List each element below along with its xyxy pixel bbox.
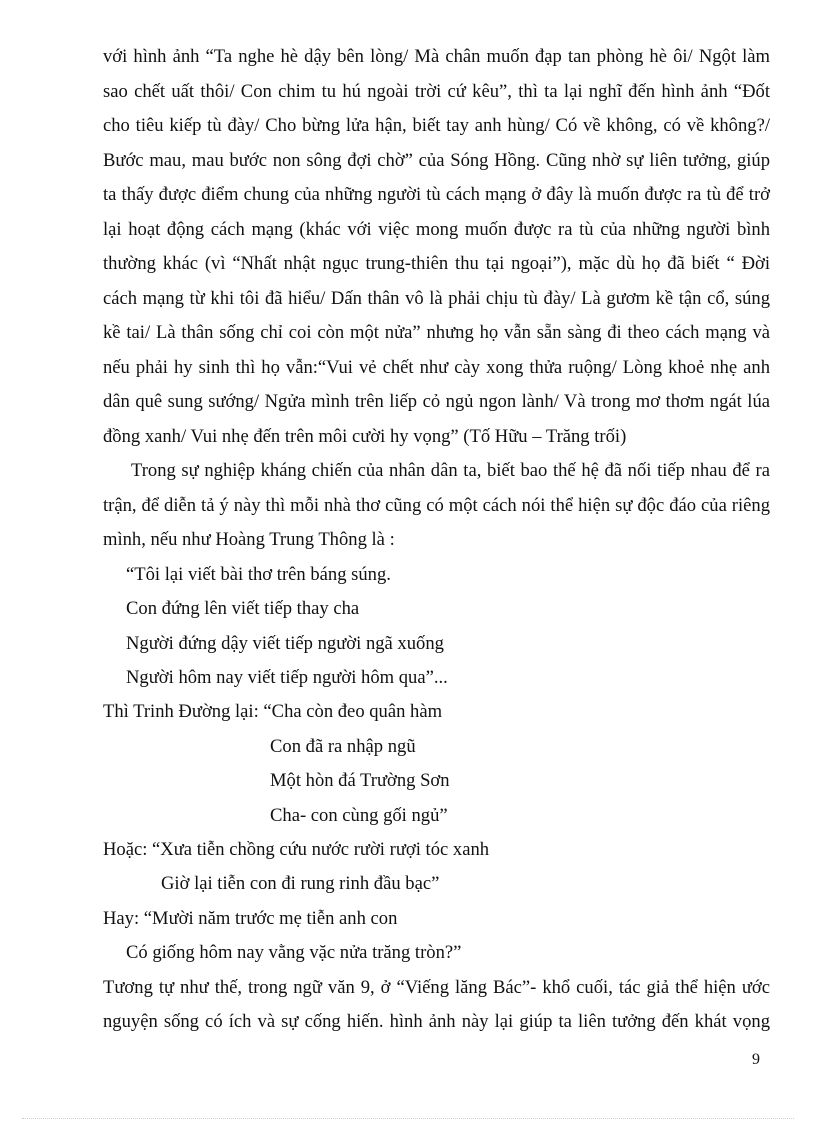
body-line: thường khác (vì “Nhất nhật ngục trung-thiên thu tại ngoại”), mặc dù họ đã biết “ Đời — [103, 253, 770, 274]
poem-line: Có giống hôm nay vằng vặc nửa trăng tròn?” — [126, 942, 462, 963]
body-line: nếu phải hy sinh thì họ vẫn:“Vui vẻ chết như cày xong thửa ruộng/ Lòng khoẻ nhẹ anh — [103, 357, 770, 378]
body-line: kề tai/ Là thân sống chỉ coi còn một nửa” nhưng họ vẫn sẵn sàng đi theo cách mạng và — [103, 322, 770, 343]
poem-line: Hay: “Mười năm trước mẹ tiễn anh con — [103, 908, 398, 929]
body-line: mình, nếu như Hoàng Trung Thông là : — [103, 529, 395, 550]
page-number: 9 — [752, 1051, 760, 1068]
body-line: Tương tự như thế, trong ngữ văn 9, ở “Viếng lăng Bác”- khổ cuối, tác giả thể hiện ước — [103, 977, 770, 998]
poem-line: Thì Trinh Đường lại: “Cha còn đeo quân hàm — [103, 701, 443, 722]
body-line: dân quê sung sướng/ Ngửa mình trên liếp cỏ ngủ ngon lành/ Và trong mơ thơm ngát lúa — [103, 391, 770, 412]
body-line: trận, để diễn tả ý này thì mỗi nhà thơ cũng có một cách nói thể hiện sự độc đáo của riêng — [103, 495, 770, 516]
poem-line: Người hôm nay viết tiếp người hôm qua”... — [126, 667, 448, 688]
poem-line: Cha- con cùng gối ngủ” — [270, 805, 448, 826]
body-line: cách mạng từ khi tôi đã hiểu/ Dấn thân vô là phải chịu tù đày/ Là gươm kề tận cổ, súng — [103, 288, 770, 309]
poem-line: Con đã ra nhập ngũ — [270, 736, 416, 757]
poem-line: Hoặc: “Xưa tiễn chồng cứu nước rười rượi tóc xanh — [103, 839, 490, 860]
poem-line: Con đứng lên viết tiếp thay cha — [126, 598, 360, 619]
body-line: nguyện sống có ích và sự cống hiến. hình ảnh này lại giúp ta liên tưởng đến khát vọng — [103, 1011, 770, 1032]
footer-divider — [22, 1118, 794, 1119]
poem-line: Một hòn đá Trường Sơn — [270, 770, 450, 791]
body-line: cho tiêu kiếp tù đày/ Cho bừng lửa hận, biết tay anh hùng/ Có về không, có về không?/ — [103, 115, 770, 136]
body-line: Trong sự nghiệp kháng chiến của nhân dân ta, biết bao thế hệ đã nối tiếp nhau để ra — [131, 460, 770, 481]
body-line: ta thấy được điểm chung của những người tù cách mạng ở đây là muốn được ra tù để trở — [103, 184, 770, 205]
poem-line: Giờ lại tiễn con đi rung rinh đầu bạc” — [161, 873, 440, 894]
poem-line: Người đứng dậy viết tiếp người ngã xuống — [126, 633, 444, 654]
poem-line: “Tôi lại viết bài thơ trên báng súng. — [126, 564, 391, 585]
body-line: đồng xanh/ Vui nhẹ đến trên môi cười hy vọng” (Tố Hữu – Trăng trối) — [103, 426, 627, 447]
body-line: với hình ảnh “Ta nghe hè dậy bên lòng/ Mà chân muốn đạp tan phòng hè ôi/ Ngột làm — [103, 46, 770, 67]
body-line: sao chết uất thôi/ Con chim tu hú ngoài trời cứ kêu”, thì ta lại nghĩ đến hình ảnh “Đốt — [103, 81, 770, 102]
body-line: Bước mau, mau bước non sông đợi chờ” của Sóng Hồng. Cũng nhờ sự liên tưởng, giúp — [103, 150, 770, 171]
body-line: lại hoạt động cách mạng (khác với việc mong muốn được ra tù của những người bình — [103, 219, 770, 240]
